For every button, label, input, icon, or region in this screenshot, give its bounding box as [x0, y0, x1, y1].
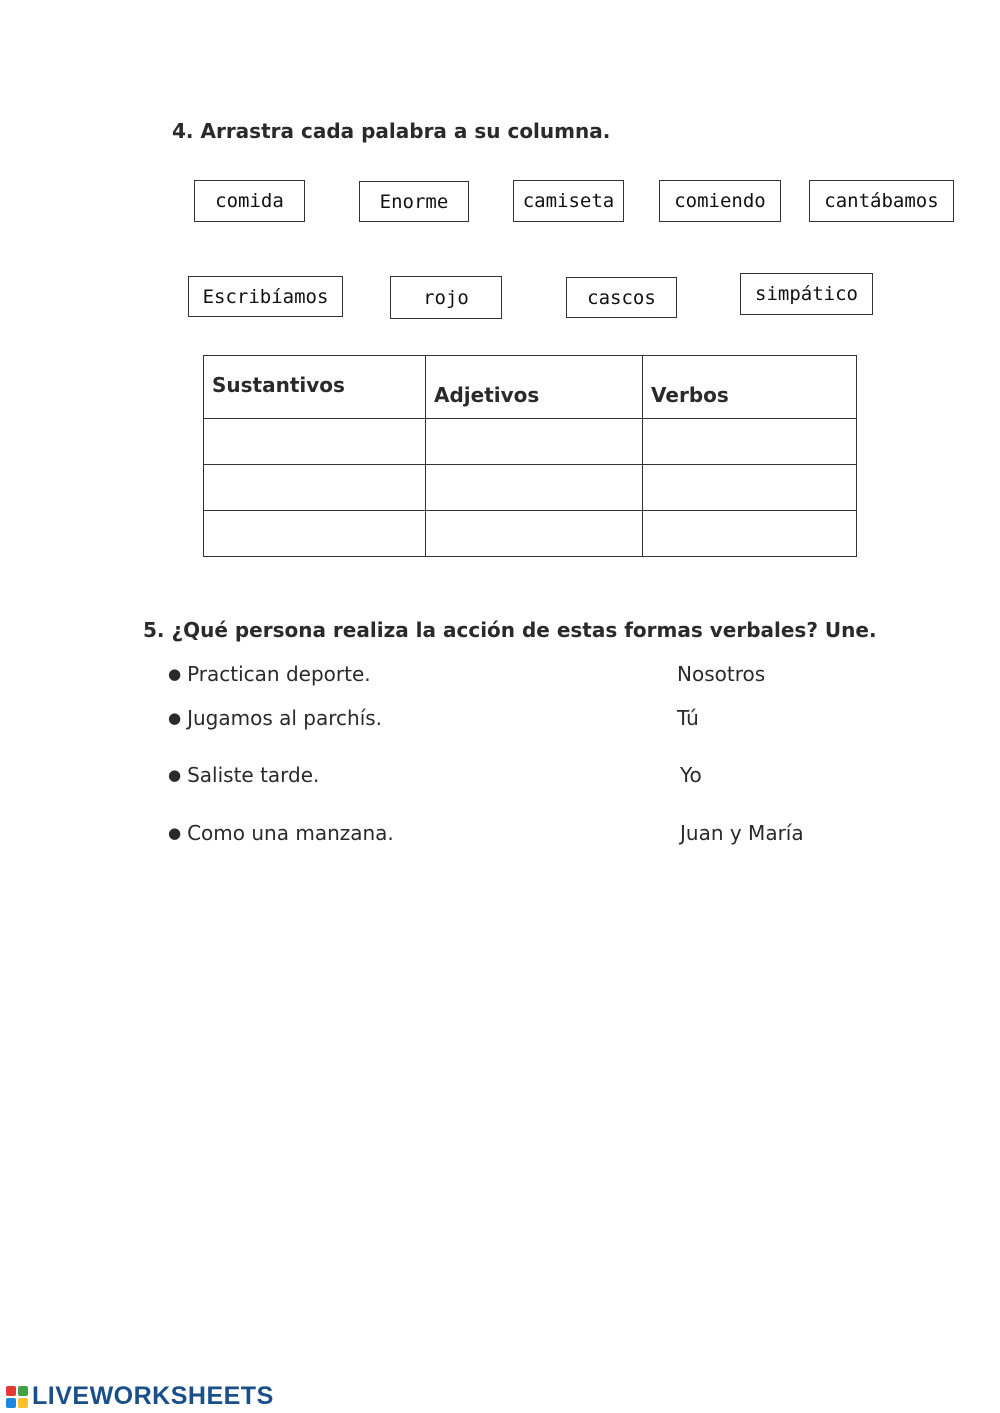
bullet-icon: ●: [168, 665, 182, 683]
word-escribiamos[interactable]: Escribíamos: [188, 276, 343, 317]
word-simpatico[interactable]: simpático: [740, 273, 873, 315]
drop-cell-verbos[interactable]: [643, 419, 857, 465]
drop-cell-adjetivos[interactable]: [426, 511, 643, 557]
match-left-item[interactable]: ● Como una manzana.: [168, 821, 394, 845]
match-left-item[interactable]: ● Practican deporte.: [168, 662, 371, 686]
exercise-4-title: 4. Arrastra cada palabra a su columna.: [172, 119, 611, 143]
logo-square: [6, 1398, 16, 1408]
word-cascos[interactable]: cascos: [566, 277, 677, 318]
word-cantabamos[interactable]: cantábamos: [809, 180, 954, 222]
table-row: [204, 465, 857, 511]
bullet-icon: ●: [168, 709, 182, 727]
match-right-item[interactable]: Yo: [680, 763, 702, 787]
header-adjetivos: Adjetivos: [426, 356, 643, 419]
match-left-item[interactable]: ● Saliste tarde.: [168, 763, 320, 787]
header-verbos: Verbos: [643, 356, 857, 419]
match-right-item[interactable]: Nosotros: [677, 662, 766, 686]
word-enorme[interactable]: Enorme: [359, 181, 469, 222]
drop-cell-adjetivos[interactable]: [426, 465, 643, 511]
word-comida[interactable]: comida: [194, 180, 305, 222]
word-camiseta[interactable]: camiseta: [513, 180, 624, 222]
drop-cell-sustantivos[interactable]: [204, 419, 426, 465]
liveworksheets-logo: [6, 1382, 274, 1411]
drop-cell-adjetivos[interactable]: [426, 419, 643, 465]
brand-name: LIVEWORKSHEETS: [32, 1382, 274, 1410]
word-rojo[interactable]: rojo: [390, 276, 502, 319]
logo-square: [18, 1398, 28, 1408]
word-comiendo[interactable]: comiendo: [659, 180, 781, 222]
table-row: [204, 419, 857, 465]
match-left-item[interactable]: ● Jugamos al parchís.: [168, 706, 383, 730]
logo-square: [18, 1386, 28, 1396]
exercise-5-title: 5. ¿Qué persona realiza la acción de estas formas verbales? Une.: [143, 618, 877, 642]
bullet-icon: ●: [168, 824, 182, 842]
logo-square: [6, 1386, 16, 1396]
table-row: [204, 511, 857, 557]
drop-cell-sustantivos[interactable]: [204, 465, 426, 511]
drop-cell-sustantivos[interactable]: [204, 511, 426, 557]
drop-cell-verbos[interactable]: [643, 511, 857, 557]
classification-table: [203, 355, 857, 557]
header-sustantivos: Sustantivos: [204, 356, 426, 419]
logo-grid-icon: [6, 1386, 28, 1408]
match-right-item[interactable]: Juan y María: [680, 821, 804, 845]
bullet-icon: ●: [168, 766, 182, 784]
match-right-item[interactable]: Tú: [677, 706, 699, 730]
drop-cell-verbos[interactable]: [643, 465, 857, 511]
